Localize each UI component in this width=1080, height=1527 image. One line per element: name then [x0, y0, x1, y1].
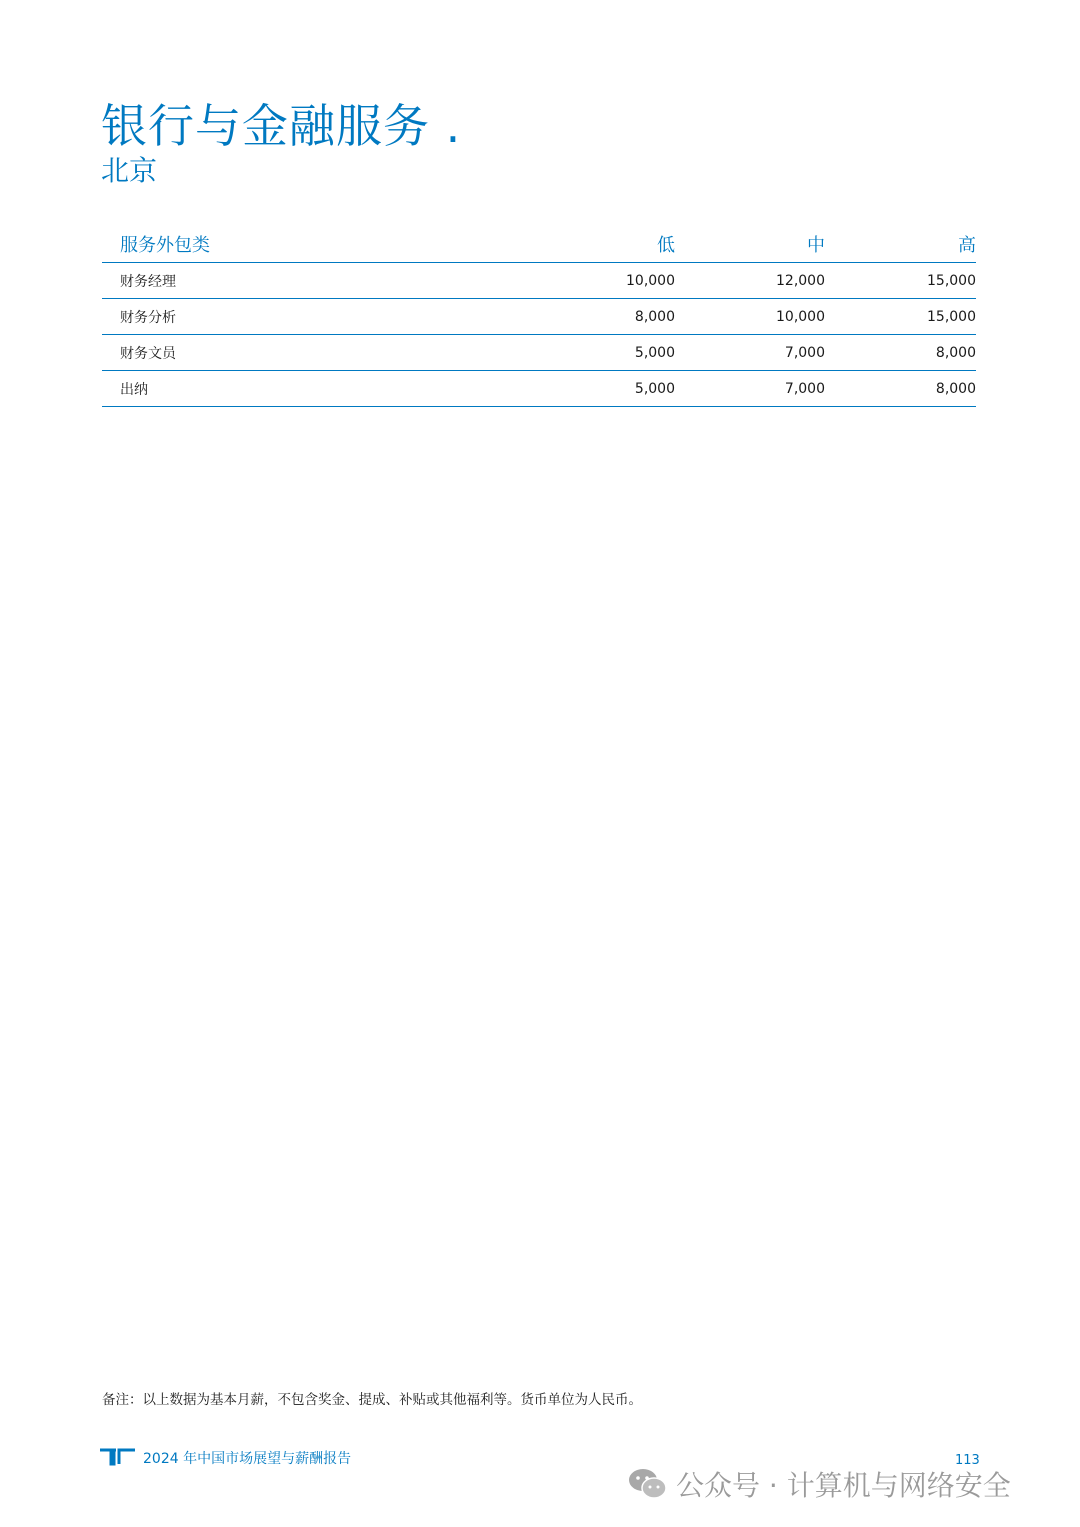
- footnote: 备注：以上数据为基本月薪，不包含奖金、提成、补贴或其他福利等。货币单位为人民币。: [102, 1392, 642, 1408]
- company-logo-icon: [100, 1448, 136, 1466]
- role-cell: 出纳: [120, 381, 148, 398]
- page-number: 113: [955, 1453, 980, 1468]
- mid-salary-cell: 7,000: [784, 380, 825, 397]
- mid-salary-cell: 7,000: [784, 344, 825, 361]
- watermark: [628, 1464, 1011, 1504]
- table-row: [102, 335, 976, 371]
- column-header-role: 服务外包类: [120, 235, 210, 256]
- role-cell: 财务分析: [120, 309, 176, 326]
- table-row: [102, 371, 976, 407]
- footer-report-title: 2024 年中国市场展望与薪酬报告: [143, 1451, 352, 1467]
- mid-salary-cell: 10,000: [776, 308, 825, 325]
- role-cell: 财务文员: [120, 345, 176, 362]
- table-row: [102, 263, 976, 299]
- table-row: [102, 299, 976, 335]
- watermark-text: 公众号 · 计算机与网络安全: [676, 1469, 1011, 1502]
- salary-table: [102, 226, 976, 407]
- page-subtitle: 北京: [101, 154, 158, 187]
- page-title: 银行与金融服务 .: [101, 99, 462, 153]
- wechat-icon: [628, 1467, 668, 1501]
- low-salary-cell: 10,000: [626, 272, 675, 289]
- column-header-high: 高: [958, 235, 976, 256]
- table-header-row: [102, 226, 976, 263]
- high-salary-cell: 15,000: [927, 272, 976, 289]
- mid-salary-cell: 12,000: [776, 272, 825, 289]
- high-salary-cell: 15,000: [927, 308, 976, 325]
- column-header-mid: 中: [807, 235, 825, 256]
- low-salary-cell: 8,000: [634, 308, 675, 325]
- low-salary-cell: 5,000: [634, 344, 675, 361]
- column-header-low: 低: [657, 235, 675, 256]
- high-salary-cell: 8,000: [935, 380, 976, 397]
- low-salary-cell: 5,000: [634, 380, 675, 397]
- high-salary-cell: 8,000: [935, 344, 976, 361]
- role-cell: 财务经理: [120, 273, 176, 290]
